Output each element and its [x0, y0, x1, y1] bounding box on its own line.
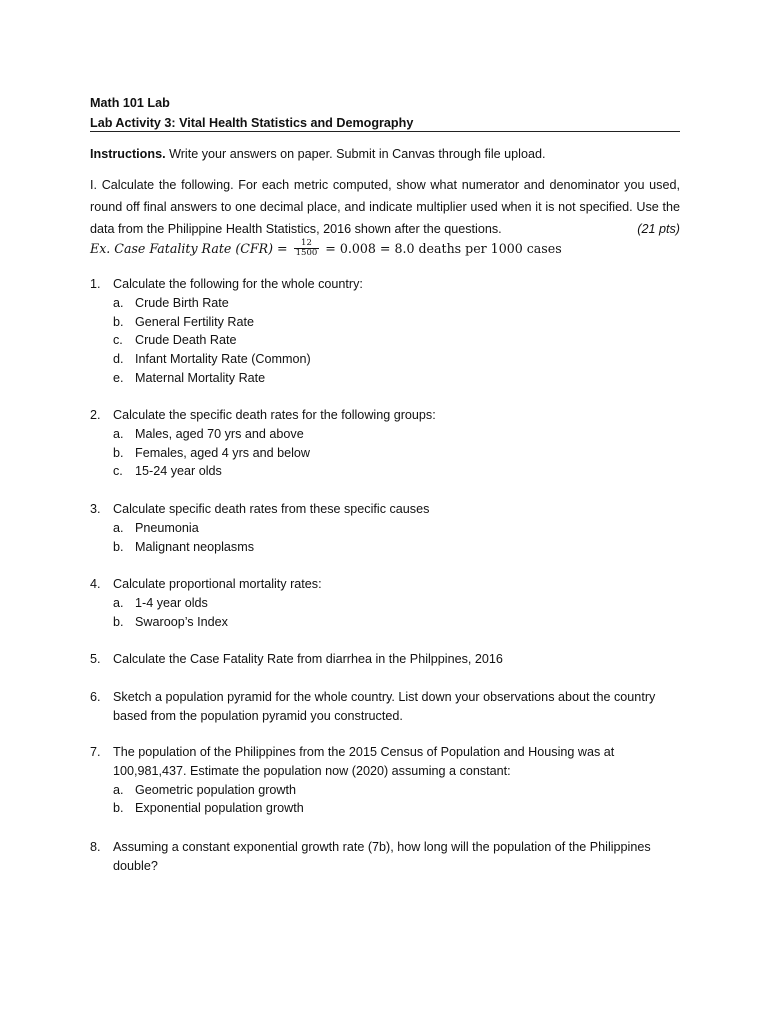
sub-text: Crude Death Rate — [135, 333, 237, 348]
question-6 — [90, 688, 680, 726]
sub-label: c. — [113, 333, 123, 348]
example-fraction — [294, 239, 320, 258]
sub-label: a. — [113, 520, 124, 535]
example-denominator: 1500 — [295, 248, 318, 258]
sub-text: Crude Birth Rate — [135, 295, 229, 310]
question-text: The population of the Philippines from the 2015 Census of Population and Housing was at 100,981,437. Estimate the population now (2020) assuming a constant: — [113, 745, 615, 778]
question-text: Sketch a population pyramid for the whole country. List down your observations about the country based from the population pyramid you constructed. — [113, 690, 656, 723]
question-number: 7. — [90, 745, 101, 759]
sub-text: 1-4 year olds — [135, 595, 208, 610]
question-text: Calculate the specific death rates for the following groups: — [113, 408, 436, 422]
sub-label: b. — [113, 314, 124, 329]
sub-label: a. — [113, 782, 124, 797]
question-1 — [90, 275, 680, 388]
sub-item — [113, 369, 680, 388]
sub-text: Infant Mortality Rate (Common) — [135, 352, 311, 367]
sub-item — [113, 538, 680, 557]
sub-label: a. — [113, 426, 124, 441]
header-divider — [90, 131, 680, 132]
sub-label: d. — [113, 352, 124, 367]
instructions — [90, 144, 680, 164]
sub-text: Females, aged 4 yrs and below — [135, 445, 311, 460]
instructions-label: Instructions. — [90, 147, 166, 161]
example-rhs: = 0.008 = 8.0 deaths per 1000 cases — [325, 241, 562, 256]
example-formula — [90, 240, 680, 266]
sub-label: a. — [113, 295, 124, 310]
sub-item — [113, 313, 680, 332]
sub-label: b. — [113, 801, 124, 816]
sub-text: Pneumonia — [135, 520, 199, 535]
question-text: Calculate the following for the whole country: — [113, 277, 363, 291]
question-text: Calculate proportional mortality rates: — [113, 577, 322, 591]
document-header — [90, 93, 680, 133]
sub-text: Males, aged 70 yrs and above — [135, 426, 304, 441]
sub-item — [113, 594, 680, 613]
sub-item — [113, 799, 680, 818]
sub-item — [113, 519, 680, 538]
sub-item — [113, 331, 680, 350]
example-lhs: Ex. Case Fatality Rate (CFR) = — [90, 241, 288, 256]
question-4 — [90, 575, 680, 631]
sub-item — [113, 462, 680, 481]
question-number: 2. — [90, 408, 101, 422]
activity-title: Lab Activity 3: Vital Health Statistics and Demography — [90, 116, 414, 130]
question-number: 4. — [90, 577, 101, 591]
question-text: Calculate specific death rates from these specific causes — [113, 502, 430, 516]
question-3 — [90, 500, 680, 556]
sub-item — [113, 781, 680, 800]
question-7 — [90, 743, 680, 818]
sub-text: Geometric population growth — [135, 782, 297, 797]
sub-text: Swaroop’s Index — [135, 614, 228, 629]
instructions-text: Write your answers on paper. Submit in Canvas through file upload. — [169, 147, 546, 161]
question-8 — [90, 838, 680, 876]
sub-label: b. — [113, 445, 124, 460]
sub-label: c. — [113, 464, 123, 479]
question-5 — [90, 650, 680, 669]
question-number: 1. — [90, 277, 101, 291]
question-number: 5. — [90, 652, 101, 666]
course-title: Math 101 Lab — [90, 96, 170, 110]
question-2 — [90, 406, 680, 481]
sub-item — [113, 444, 680, 463]
sub-item — [113, 294, 680, 313]
question-number: 6. — [90, 690, 101, 704]
sub-item — [113, 350, 680, 369]
section-intro-text: I. Calculate the following. For each metric computed, show what numerator and denominator you used, round off final answers to one decimal place, and indicate multiplier used when it is not specified. Use the data from the Philippine Health Statistics, 2016 shown after the questions. — [90, 178, 680, 236]
sub-label: b. — [113, 614, 124, 629]
sub-label: b. — [113, 539, 124, 554]
sub-text: Maternal Mortality Rate — [135, 370, 266, 385]
question-text: Calculate the Case Fatality Rate from diarrhea in the Philppines, 2016 — [113, 652, 503, 666]
sub-text: Exponential population growth — [135, 801, 304, 816]
sub-text: 15-24 year olds — [135, 464, 222, 479]
sub-item — [113, 613, 680, 632]
question-number: 8. — [90, 840, 101, 854]
sub-item — [113, 425, 680, 444]
question-number: 3. — [90, 502, 101, 516]
sub-label: a. — [113, 595, 124, 610]
question-text: Assuming a constant exponential growth rate (7b), how long will the population of the Philippines double? — [113, 840, 651, 873]
section-points: (21 pts) — [637, 222, 680, 236]
sub-label: e. — [113, 370, 124, 385]
section-intro — [90, 174, 680, 240]
example-numerator: 12 — [294, 239, 320, 249]
sub-text: General Fertility Rate — [135, 314, 254, 329]
sub-text: Malignant neoplasms — [135, 539, 255, 554]
